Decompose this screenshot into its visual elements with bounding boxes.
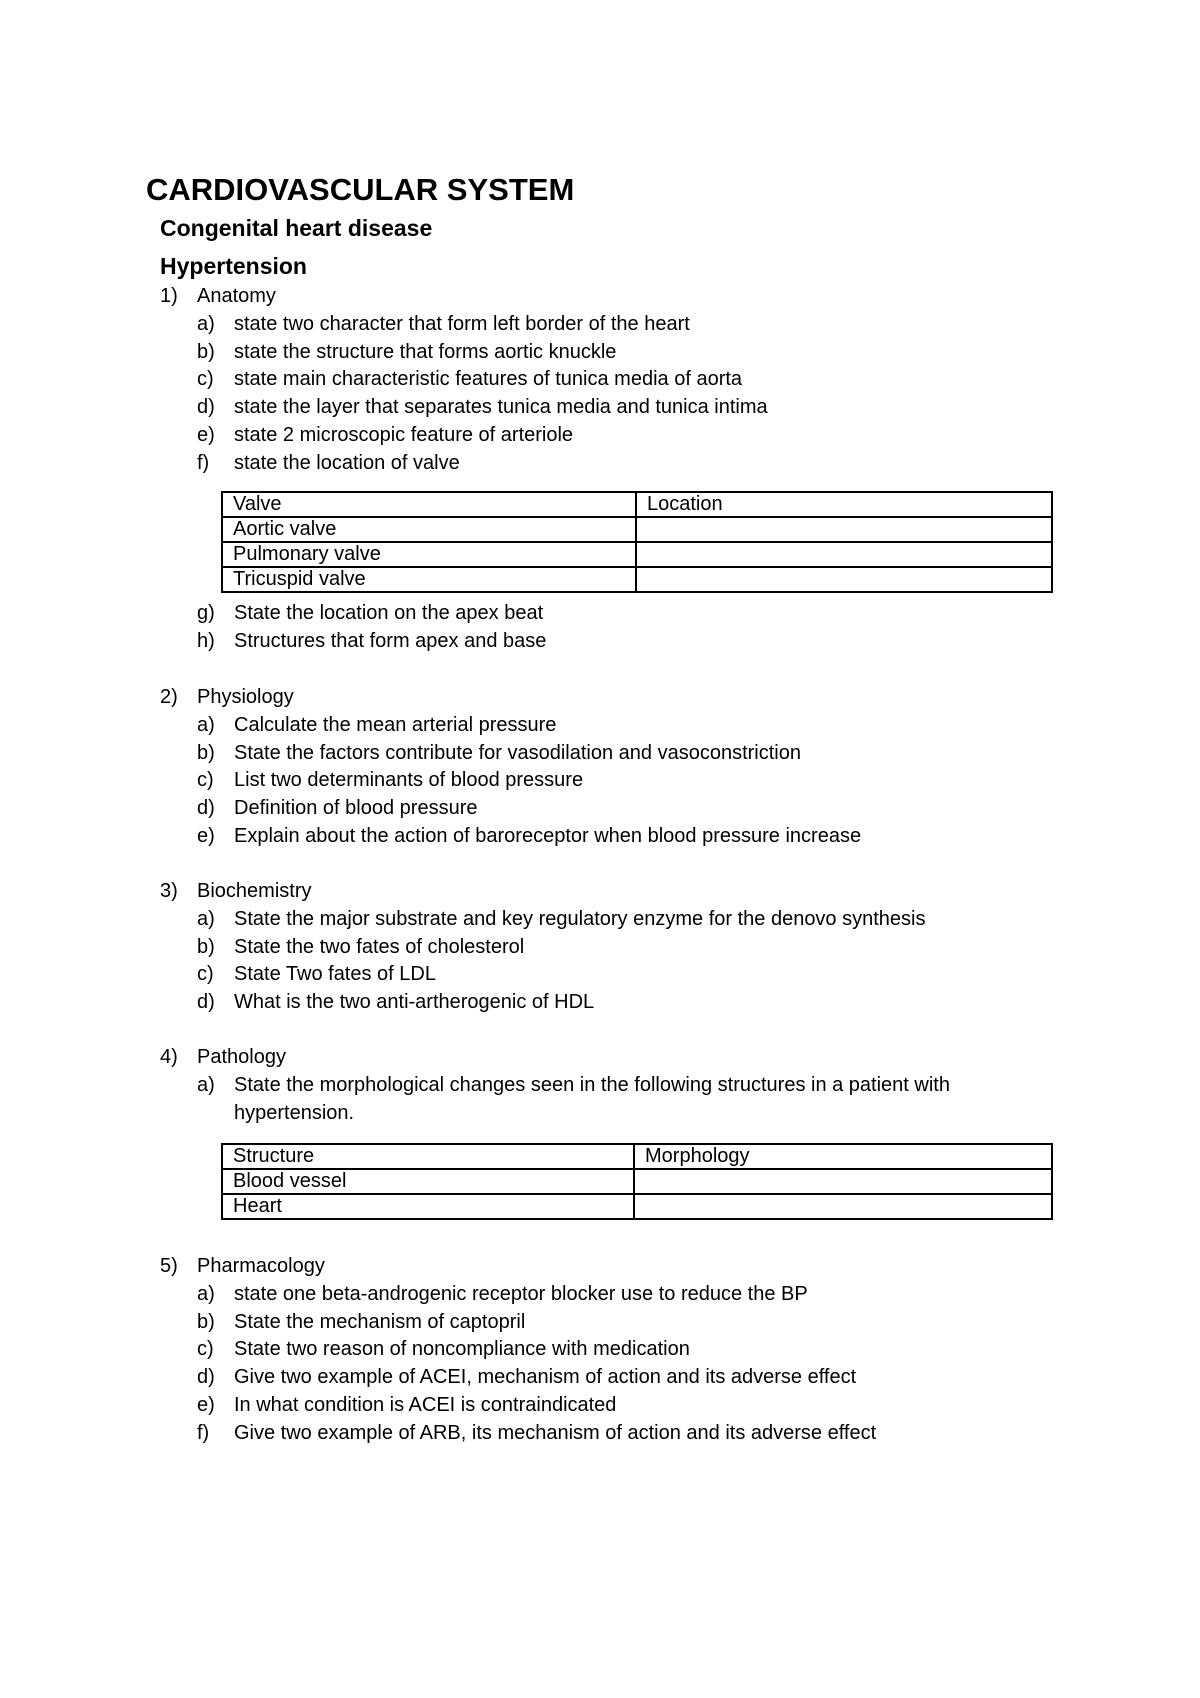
item-text: State the factors contribute for vasodilation and vasoconstriction <box>234 741 801 764</box>
section-anatomy-continued <box>160 600 1060 656</box>
list-item <box>197 767 1060 795</box>
section-number: 5) <box>160 1255 178 1277</box>
list-item <box>197 1072 1027 1128</box>
table-row <box>222 542 1052 567</box>
list-item <box>197 795 1060 823</box>
subheading-hypertension: Hypertension <box>160 253 307 279</box>
section-number: 4) <box>160 1046 178 1068</box>
item-text: Definition of blood pressure <box>234 797 478 820</box>
item-label: d) <box>197 1366 215 1389</box>
table-header-cell: Location <box>636 492 1052 517</box>
item-text: Give two example of ARB, its mechanism of action and its adverse effect <box>234 1421 877 1444</box>
item-label: b) <box>197 935 215 958</box>
item-label: c) <box>197 963 214 986</box>
item-label: a) <box>197 312 215 335</box>
item-label: a) <box>197 907 215 930</box>
table-header-cell: Morphology <box>634 1144 1052 1169</box>
table-row <box>222 1169 1052 1194</box>
item-label: f) <box>197 451 210 474</box>
table-header-row <box>222 1144 1052 1169</box>
list-item <box>197 823 1060 851</box>
item-text: state the location of valve <box>234 451 460 474</box>
table-cell <box>634 1169 1052 1194</box>
section-title: Pathology <box>197 1046 286 1068</box>
item-text: State Two fates of LDL <box>234 963 436 986</box>
item-text: State the two fates of cholesterol <box>234 935 525 958</box>
list-item <box>197 1420 1060 1448</box>
section-title: Pharmacology <box>197 1255 325 1277</box>
list-item <box>197 1392 1060 1420</box>
list-item <box>197 712 1060 740</box>
section-title: Anatomy <box>197 285 276 307</box>
item-text: State two reason of noncompliance with medication <box>234 1338 690 1361</box>
table-cell: Aortic valve <box>222 517 636 542</box>
list-item <box>197 1309 1060 1337</box>
section-pharmacology <box>160 1253 1060 1448</box>
table-header-cell: Structure <box>222 1144 634 1169</box>
table-row <box>222 517 1052 542</box>
item-label: c) <box>197 368 214 391</box>
page-title: CARDIOVASCULAR SYSTEM <box>146 172 575 207</box>
item-label: a) <box>197 1073 215 1096</box>
item-label: b) <box>197 741 215 764</box>
item-label: e) <box>197 1393 215 1416</box>
item-label: f) <box>197 1421 210 1444</box>
item-label: d) <box>197 991 215 1014</box>
item-text: state two character that form left border of the heart <box>234 312 690 335</box>
item-text: Calculate the mean arterial pressure <box>234 713 557 736</box>
section-biochemistry <box>160 878 1060 1017</box>
list-item <box>197 311 1060 339</box>
list-item <box>197 989 1060 1017</box>
item-label: e) <box>197 824 215 847</box>
subheading-congenital: Congenital heart disease <box>160 215 433 241</box>
item-text: Give two example of ACEI, mechanism of action and its adverse effect <box>234 1366 857 1389</box>
section-number: 2) <box>160 686 178 708</box>
table-cell: Blood vessel <box>222 1169 634 1194</box>
section-heading <box>160 283 1060 311</box>
item-text: state the structure that forms aortic knuckle <box>234 340 617 363</box>
section-heading <box>160 878 1060 906</box>
item-label: b) <box>197 1310 215 1333</box>
table-cell: Heart <box>222 1194 634 1219</box>
section-number: 3) <box>160 880 178 902</box>
list-item <box>197 450 1060 478</box>
list-item <box>197 934 1060 962</box>
item-text: List two determinants of blood pressure <box>234 769 584 792</box>
item-text: state one beta-androgenic receptor blocker use to reduce the BP <box>234 1282 808 1305</box>
table-row <box>222 567 1052 592</box>
table-cell <box>634 1194 1052 1219</box>
item-label: b) <box>197 340 215 363</box>
item-text: What is the two anti-artherogenic of HDL <box>234 991 595 1014</box>
list-item <box>197 628 1060 656</box>
section-title: Biochemistry <box>197 880 312 902</box>
list-item <box>197 366 1060 394</box>
section-heading <box>160 684 1060 712</box>
section-number: 1) <box>160 285 178 307</box>
table-cell <box>636 567 1052 592</box>
item-text: In what condition is ACEI is contraindicated <box>234 1393 617 1416</box>
item-label: c) <box>197 1338 214 1361</box>
item-text: Explain about the action of baroreceptor when blood pressure increase <box>234 824 862 847</box>
item-text: state 2 microscopic feature of arteriole <box>234 423 574 446</box>
section-heading <box>160 1044 1060 1072</box>
table-cell <box>636 542 1052 567</box>
item-text: state main characteristic features of tunica media of aorta <box>234 368 743 391</box>
item-text: state the layer that separates tunica media and tunica intima <box>234 396 768 419</box>
section-heading <box>160 1253 1060 1281</box>
item-label: a) <box>197 713 215 736</box>
table-header-cell: Valve <box>222 492 636 517</box>
item-label: d) <box>197 396 215 419</box>
table-cell: Pulmonary valve <box>222 542 636 567</box>
table-row <box>222 1194 1052 1219</box>
list-item <box>197 339 1060 367</box>
list-item <box>197 422 1060 450</box>
item-text: State the morphological changes seen in the following structures in a patient with hypertension. <box>234 1073 950 1124</box>
item-label: d) <box>197 797 215 820</box>
list-item <box>197 906 1060 934</box>
list-item <box>197 1281 1060 1309</box>
list-item <box>197 1364 1060 1392</box>
list-item <box>197 394 1060 422</box>
list-item <box>197 740 1060 768</box>
item-label: a) <box>197 1282 215 1305</box>
item-text: State the location on the apex beat <box>234 602 544 624</box>
item-text: State the mechanism of captopril <box>234 1310 526 1333</box>
item-text: State the major substrate and key regulatory enzyme for the denovo synthesis <box>234 907 926 930</box>
table-header-row <box>222 492 1052 517</box>
valve-location-table <box>221 491 1053 593</box>
item-text: Structures that form apex and base <box>234 629 547 652</box>
list-item <box>197 961 1060 989</box>
item-label: g) <box>197 602 215 624</box>
list-item <box>197 1336 1060 1364</box>
section-pathology <box>160 1044 1060 1127</box>
item-label: h) <box>197 629 215 652</box>
item-label: c) <box>197 769 214 792</box>
table-cell: Tricuspid valve <box>222 567 636 592</box>
section-physiology <box>160 684 1060 851</box>
item-label: e) <box>197 423 215 446</box>
structure-morphology-table <box>221 1143 1053 1220</box>
section-title: Physiology <box>197 686 294 708</box>
section-anatomy <box>160 283 1060 478</box>
table-cell <box>636 517 1052 542</box>
list-item <box>197 600 1060 628</box>
